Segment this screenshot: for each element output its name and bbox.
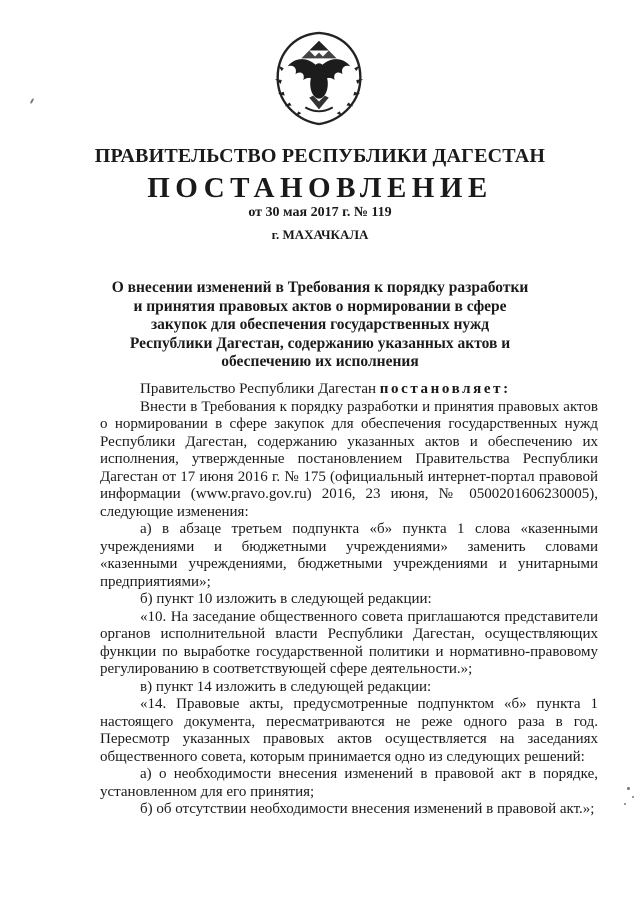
scan-speck — [624, 803, 626, 805]
intro-keyword: постановляет: — [379, 381, 511, 397]
document-city: г. МАХАЧКАЛА — [271, 227, 369, 242]
document-type: ПОСТАНОВЛЕНИЕ — [147, 172, 493, 204]
government-title: ПРАВИТЕЛЬСТВО РЕСПУБЛИКИ ДАГЕСТАН — [94, 145, 546, 167]
scan-speck — [627, 787, 630, 790]
document-date: от 30 мая 2017 г. № 119 — [248, 205, 392, 220]
body-paragraph: «14. Правовые акты, предусмотренные подпунктом «б» пункта 1 настоящего документа, пересматриваются не реже одного раза в год. Пересмотр указанных правовых актов осуществляется на заседаниях общественного совета, которым принимается одно из следующих решений: — [100, 696, 598, 765]
body-paragraph: а) о необходимости внесения изменений в правовой акт в порядке, установленном для его принятия; — [100, 766, 598, 800]
intro-paragraph — [100, 381, 598, 399]
body-paragraph: в) пункт 14 изложить в следующей редакции: — [140, 678, 432, 695]
body-paragraph: а) в абзаце третьем подпункта «б» пункта 1 слова «казенными учреждениями и бюджетными учреждениями» заменить словами «казенными учреждениями, бюджетными учреждениями и унитарными предприятиями»; — [100, 521, 598, 590]
scan-speck — [632, 796, 634, 798]
intro-prefix: Правительство Республики Дагестан — [140, 381, 377, 397]
coat-of-arms-icon — [270, 28, 368, 128]
body-paragraph: б) об отсутствии необходимости внесения изменений в правовой акт.»; — [140, 801, 595, 817]
document-body — [100, 381, 598, 819]
body-paragraph: Внести в Требования к порядку разработки и принятия правовых актов о нормировании в сфере закупок для обеспечения государственных нужд Республики Дагестан, содержанию указанных актов и обеспечению их исполнения, утвержденные постановлением Правительства Республики Дагестан от 17 июня 2016 г. № 175 (официальный интернет-портал правовой информации (www.pravo.gov.ru) 2016, 23 июня, № 0500201606230005), следующие изменения: — [100, 398, 598, 520]
body-paragraph: б) пункт 10 изложить в следующей редакции: — [140, 591, 432, 607]
scan-speck — [30, 98, 35, 104]
body-paragraph: «10. На заседание общественного совета приглашаются представители органов исполнительной власти Республики Дагестан, осуществляющих функции по выработке государственной политики и нормативно-правовому регулированию в соответствующей сфере деятельности.»; — [100, 608, 598, 677]
document-subject: О внесении изменений в Требования к порядку разработки и принятия правовых актов о нормировании в сфере закупок для обеспечения государственных нужд Республики Дагестан, содержанию указанных актов и обеспечению их исполнения — [111, 279, 529, 370]
